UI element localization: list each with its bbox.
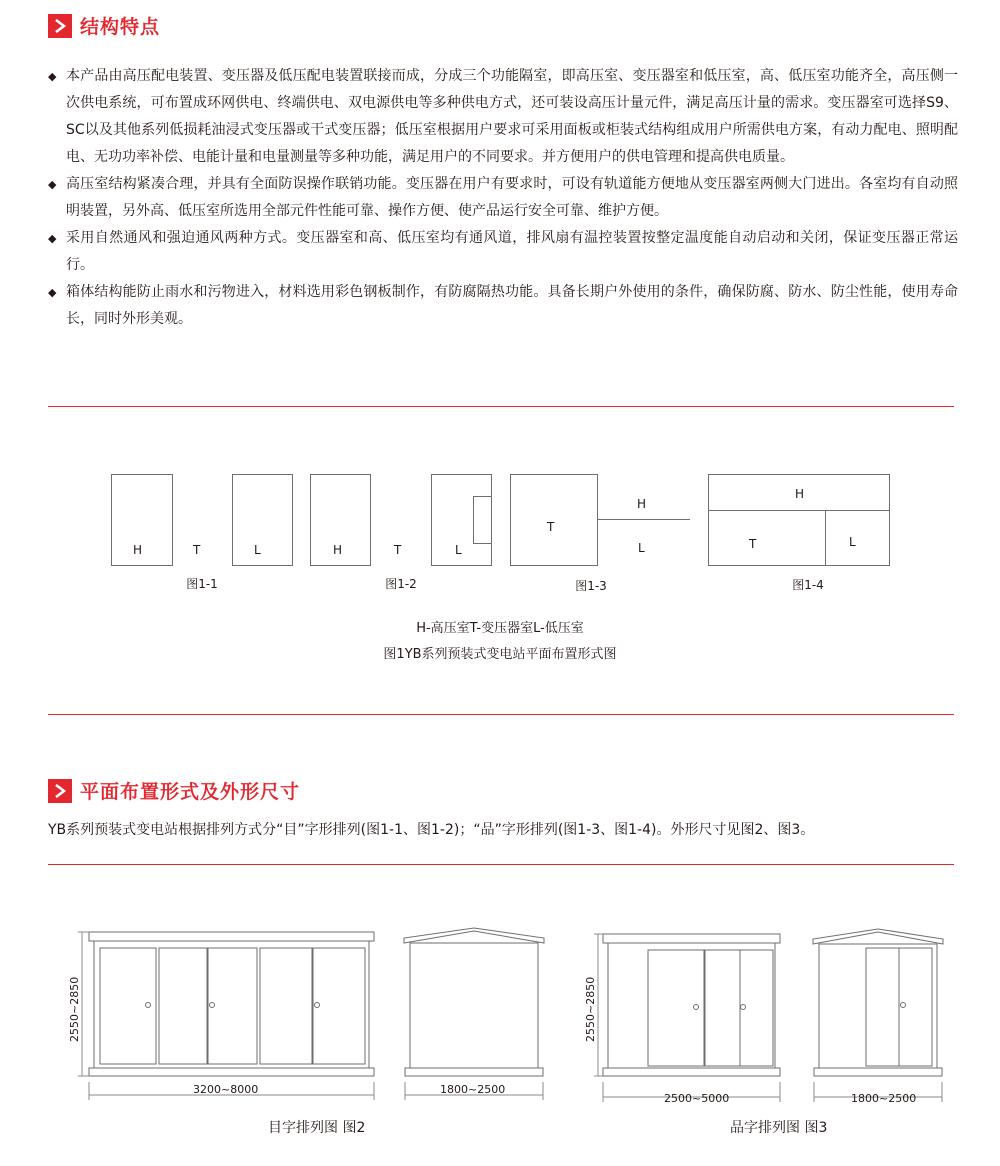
fig3-height-dim: 2550~2850	[584, 976, 597, 1042]
chevron-right-icon	[48, 14, 72, 38]
list-item: ◆ 箱体结构能防止雨水和污物进入，材料选用彩色钢板制作，有防腐隔热功能。具备长期户外使用的条件，确保防腐、防水、防尘性能，使用寿命长，同时外形美观。	[48, 279, 958, 333]
fig3-depth-dim: 1800~2500	[851, 1092, 917, 1105]
list-item: ◆ 本产品由高压配电装置、变压器及低压配电装置联接而成，分成三个功能隔室，即高压室、变压器室和低压室，高、低压室功能齐全，高压侧一次供电系统，可布置成环网供电、终端供电、双电源供电等多种供电方式，还可装设高压计量元件，满足高压计量的需求。变压器室可选择S9、SC以及其他系列低损耗油浸式变压器或干式变压器；低压室根据用户要求可采用面板或柜装式结构组成用户所需供电方案，有动力配电、照明配电、无功功率补偿、电能计量和电量测量等多种功能，满足用户的不同要求。并方便用户的供电管理和提高供电质量。	[48, 63, 958, 171]
plan-legend: H-高压室T-变压器室L-低压室	[416, 621, 584, 636]
label-l: L	[455, 543, 462, 557]
label-h: H	[637, 497, 647, 511]
diamond-icon: ◆	[48, 232, 57, 245]
label-h: H	[133, 543, 143, 557]
fig3-side-view	[813, 929, 943, 1076]
chevron-right-icon	[48, 779, 72, 803]
list-item: ◆ 采用自然通风和强迫通风两种方式。变压器室和高、低压室均有通风道，排风扇有温控装置按整定温度能自动启动和关闭，保证变压器正常运行。	[48, 225, 958, 279]
section-heading-layout	[48, 777, 300, 804]
diamond-icon: ◆	[48, 178, 57, 191]
plan-door-notch	[473, 496, 492, 544]
layout-intro-text: YB系列预装式变电站根据排列方式分“目”字形排列(图1-1、图1-2)；“品”字形排列(图1-3、图1-4)。外形尺寸见图2、图3。	[48, 822, 815, 838]
figure-caption: 图1-3	[575, 579, 607, 593]
diamond-icon: ◆	[48, 286, 57, 299]
label-l: L	[638, 541, 645, 555]
fig2-width-dim: 3200~8000	[193, 1083, 259, 1096]
section-title: 结构特点	[80, 16, 161, 38]
plan-divider	[597, 519, 690, 520]
fig2-height-dim: 2550~2850	[68, 976, 81, 1042]
section-heading-features	[48, 12, 160, 39]
fig2-side-view	[404, 928, 544, 1076]
plan-figure-title: 图1YB系列预装式变电站平面布置形式图	[383, 647, 617, 662]
list-item: ◆ 高压室结构紧凑合理，并具有全面防误操作联销功能。变压器在用户有要求时，可设有轨道能方便地从变压器室两侧大门进出。各室均有自动照明装置，另外高、低压室所选用全部元件性能可靠、操作方便、使产品运行安全可靠、维护方便。	[48, 171, 958, 225]
figure-caption: 图1-4	[792, 578, 824, 592]
label-h: H	[795, 487, 805, 501]
divider	[48, 864, 954, 865]
fig2-front-view	[89, 932, 374, 1076]
fig3-width-dim: 2500~5000	[664, 1092, 730, 1105]
label-t: T	[547, 520, 555, 534]
elevation-drawings	[0, 920, 1000, 1120]
fig3-front-view	[603, 934, 780, 1076]
plan-divider	[172, 474, 233, 566]
label-h: H	[333, 543, 343, 557]
divider	[48, 406, 954, 407]
label-t: T	[749, 537, 757, 551]
plan-divider	[708, 510, 890, 511]
label-t: T	[193, 543, 201, 557]
divider	[48, 714, 954, 715]
figure2-caption: 目字排列图 图2	[268, 1120, 366, 1136]
diamond-icon: ◆	[48, 70, 57, 83]
figure3-caption: 品字排列图 图3	[730, 1120, 828, 1136]
plan-divider	[825, 510, 826, 566]
label-l: L	[254, 543, 261, 557]
figure-caption: 图1-1	[186, 577, 218, 591]
feature-list	[48, 63, 958, 333]
label-t: T	[394, 543, 402, 557]
fig2-depth-dim: 1800~2500	[440, 1083, 506, 1096]
section-title: 平面布置形式及外形尺寸	[80, 781, 301, 803]
label-l: L	[849, 535, 856, 549]
figure-caption: 图1-2	[385, 577, 417, 591]
